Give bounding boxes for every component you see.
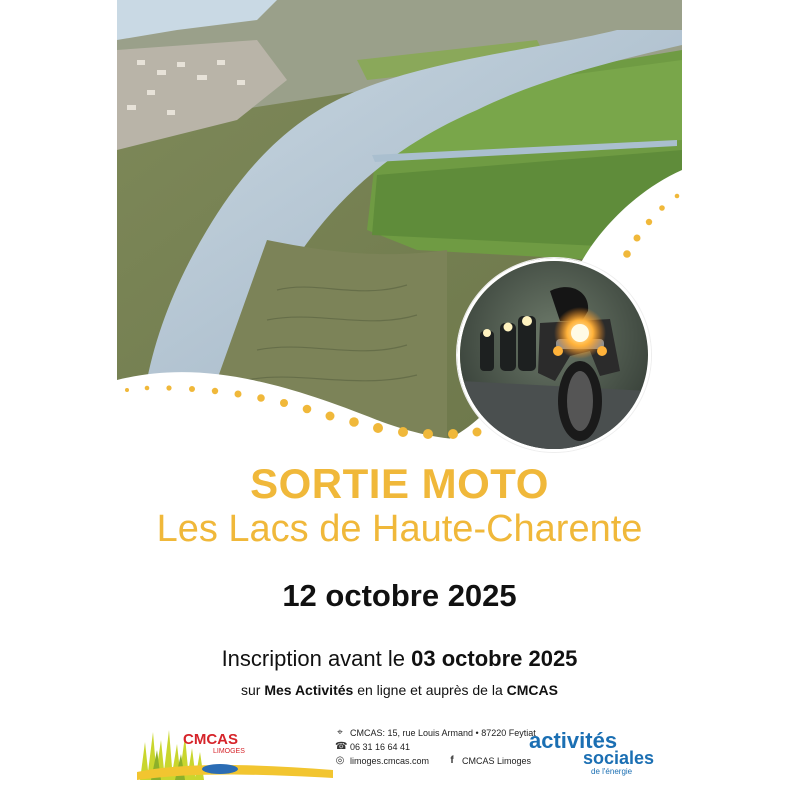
cmcas-limoges-logo bbox=[135, 722, 335, 784]
deadline-date: 03 octobre 2025 bbox=[411, 646, 578, 671]
mes-activites-link[interactable]: Mes Activités bbox=[264, 682, 354, 698]
website-link[interactable]: limoges.cmcas.com bbox=[350, 756, 430, 766]
location-pin-icon: ⌖ bbox=[337, 727, 343, 738]
logo-city-text: LIMOGES bbox=[213, 748, 245, 755]
partner-line3: de l'énergie bbox=[591, 767, 633, 776]
phone-row bbox=[335, 740, 536, 754]
address-row bbox=[335, 726, 536, 740]
address-text: CMCAS: 15, rue Louis Armand • 87220 Feytiat bbox=[350, 728, 536, 738]
registration-line2-prefix: sur bbox=[241, 682, 265, 698]
event-title: SORTIE MOTO bbox=[250, 460, 549, 507]
contact-info bbox=[335, 726, 536, 768]
event-subtitle: Les Lacs de Haute-Charente bbox=[156, 508, 643, 550]
partner-line2: sociales bbox=[583, 748, 655, 768]
activites-sociales-logo bbox=[527, 726, 677, 776]
event-date: 12 octobre 2025 bbox=[282, 578, 517, 613]
registration-line2-mid: en ligne et auprès de la bbox=[353, 682, 507, 698]
registration-details bbox=[117, 682, 682, 698]
logo-cmcas-text: CMCAS bbox=[183, 731, 238, 748]
registration-deadline bbox=[117, 646, 682, 672]
motorcycle-photo bbox=[457, 258, 651, 452]
web-social-row bbox=[335, 754, 536, 768]
partner-line1: activités bbox=[529, 728, 618, 753]
poster bbox=[117, 0, 682, 800]
phone-text[interactable]: 06 31 16 64 41 bbox=[350, 742, 411, 752]
phone-icon: ☎ bbox=[335, 741, 348, 752]
facebook-icon: f bbox=[450, 755, 454, 766]
facebook-link[interactable]: CMCAS Limoges bbox=[462, 756, 532, 766]
registration-prefix: Inscription avant le bbox=[221, 646, 412, 671]
globe-icon: ◎ bbox=[335, 755, 345, 766]
cmcas-org: CMCAS bbox=[506, 682, 558, 698]
